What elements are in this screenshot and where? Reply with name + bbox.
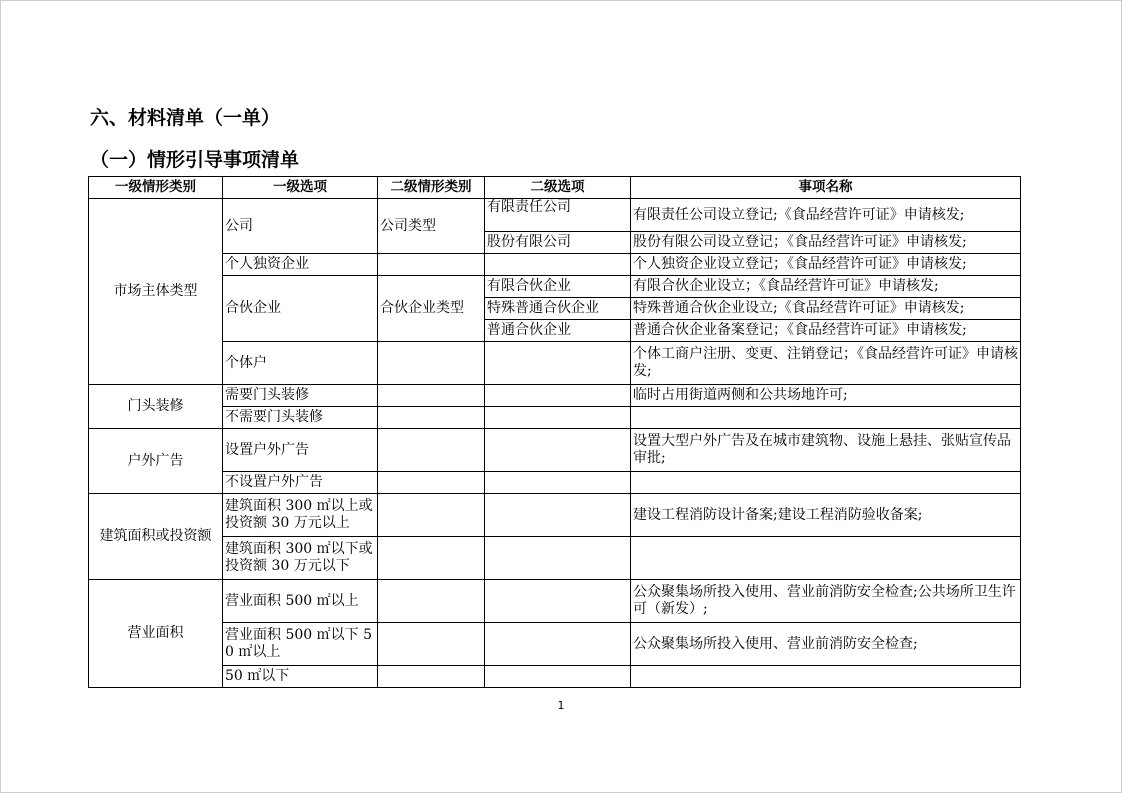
table-row bbox=[89, 472, 1021, 494]
header-level1-option: 一级选项 bbox=[223, 177, 378, 199]
item-cell: 公众聚集场所投入使用、营业前消防安全检查; bbox=[631, 623, 1021, 666]
sub-category-cell bbox=[378, 385, 485, 407]
guide-items-table bbox=[88, 176, 1021, 688]
table-row bbox=[89, 276, 1021, 298]
sub-option-cell bbox=[485, 623, 631, 666]
header-level2-option: 二级选项 bbox=[485, 177, 631, 199]
sub-option-cell: 有限合伙企业 bbox=[485, 276, 631, 298]
option-cell: 公司 bbox=[223, 199, 378, 254]
page-number: 1 bbox=[557, 699, 565, 712]
table-row bbox=[89, 537, 1021, 580]
sub-category-cell bbox=[378, 623, 485, 666]
item-cell bbox=[631, 472, 1021, 494]
header-level1-category: 一级情形类别 bbox=[89, 177, 223, 199]
item-cell: 建设工程消防设计备案;建设工程消防验收备案; bbox=[631, 494, 1021, 537]
option-cell: 不需要门头装修 bbox=[223, 407, 378, 429]
item-cell: 特殊普通合伙企业设立;《食品经营许可证》申请核发; bbox=[631, 298, 1021, 320]
table-row bbox=[89, 199, 1021, 232]
sub-category-cell: 合伙企业类型 bbox=[378, 276, 485, 342]
table-row bbox=[89, 342, 1021, 385]
option-cell: 设置户外广告 bbox=[223, 429, 378, 472]
option-cell: 合伙企业 bbox=[223, 276, 378, 342]
category-cell: 建筑面积或投资额 bbox=[89, 494, 223, 580]
sub-option-cell bbox=[485, 537, 631, 580]
sub-option-cell bbox=[485, 342, 631, 385]
sub-category-cell bbox=[378, 254, 485, 276]
item-cell: 个体工商户注册、变更、注销登记；《食品经营许可证》申请核发; bbox=[631, 342, 1021, 385]
table-row bbox=[89, 580, 1021, 623]
sub-category-cell bbox=[378, 537, 485, 580]
sub-option-cell bbox=[485, 666, 631, 688]
sub-option-cell bbox=[485, 472, 631, 494]
category-cell: 营业面积 bbox=[89, 580, 223, 688]
option-cell: 不设置户外广告 bbox=[223, 472, 378, 494]
option-cell: 50 ㎡以下 bbox=[223, 666, 378, 688]
option-cell: 需要门头装修 bbox=[223, 385, 378, 407]
item-cell bbox=[631, 666, 1021, 688]
section-title: 六、材料清单（一单） bbox=[90, 107, 281, 129]
item-cell: 有限责任公司设立登记;《食品经营许可证》申请核发; bbox=[631, 199, 1021, 232]
item-cell: 临时占用街道两侧和公共场地许可; bbox=[631, 385, 1021, 407]
category-cell: 户外广告 bbox=[89, 429, 223, 494]
item-cell: 设置大型户外广告及在城市建筑物、设施上悬挂、张贴宣传品审批; bbox=[631, 429, 1021, 472]
sub-option-cell: 普通合伙企业 bbox=[485, 320, 631, 342]
item-cell: 普通合伙企业备案登记；《食品经营许可证》申请核发; bbox=[631, 320, 1021, 342]
table-row bbox=[89, 254, 1021, 276]
option-cell: 个体户 bbox=[223, 342, 378, 385]
sub-category-cell bbox=[378, 580, 485, 623]
sub-option-cell: 有限责任公司 bbox=[485, 199, 631, 232]
sub-option-cell bbox=[485, 494, 631, 537]
table-row bbox=[89, 666, 1021, 688]
subsection-title: （一）情形引导事项清单 bbox=[90, 149, 300, 171]
option-cell: 个人独资企业 bbox=[223, 254, 378, 276]
option-cell: 营业面积 500 ㎡以上 bbox=[223, 580, 378, 623]
category-cell: 市场主体类型 bbox=[89, 199, 223, 385]
option-cell: 建筑面积 300 ㎡以上或投资额 30 万元以上 bbox=[223, 494, 378, 537]
table-row bbox=[89, 429, 1021, 472]
sub-category-cell bbox=[378, 472, 485, 494]
category-cell: 门头装修 bbox=[89, 385, 223, 429]
option-cell: 建筑面积 300 ㎡以下或投资额 30 万元以下 bbox=[223, 537, 378, 580]
item-cell: 有限合伙企业设立；《食品经营许可证》申请核发; bbox=[631, 276, 1021, 298]
item-cell: 股份有限公司设立登记；《食品经营许可证》申请核发; bbox=[631, 232, 1021, 254]
header-level2-category: 二级情形类别 bbox=[378, 177, 485, 199]
item-cell bbox=[631, 537, 1021, 580]
item-cell: 公众聚集场所投入使用、营业前消防安全检查;公共场所卫生许可（新发）; bbox=[631, 580, 1021, 623]
sub-category-cell bbox=[378, 407, 485, 429]
sub-category-cell bbox=[378, 666, 485, 688]
table-row bbox=[89, 407, 1021, 429]
item-cell: 个人独资企业设立登记；《食品经营许可证》申请核发; bbox=[631, 254, 1021, 276]
sub-option-cell bbox=[485, 429, 631, 472]
option-cell: 营业面积 500 ㎡以下 50 ㎡以上 bbox=[223, 623, 378, 666]
sub-option-cell bbox=[485, 407, 631, 429]
sub-category-cell bbox=[378, 494, 485, 537]
sub-category-cell bbox=[378, 429, 485, 472]
table-row bbox=[89, 385, 1021, 407]
table-row bbox=[89, 623, 1021, 666]
sub-option-cell: 特殊普通合伙企业 bbox=[485, 298, 631, 320]
sub-option-cell bbox=[485, 580, 631, 623]
header-item-name: 事项名称 bbox=[631, 177, 1021, 199]
table-row bbox=[89, 494, 1021, 537]
item-cell bbox=[631, 407, 1021, 429]
sub-option-cell bbox=[485, 254, 631, 276]
sub-option-cell bbox=[485, 385, 631, 407]
sub-category-cell bbox=[378, 342, 485, 385]
sub-category-cell: 公司类型 bbox=[378, 199, 485, 254]
sub-option-cell: 股份有限公司 bbox=[485, 232, 631, 254]
table-header-row bbox=[89, 177, 1021, 199]
